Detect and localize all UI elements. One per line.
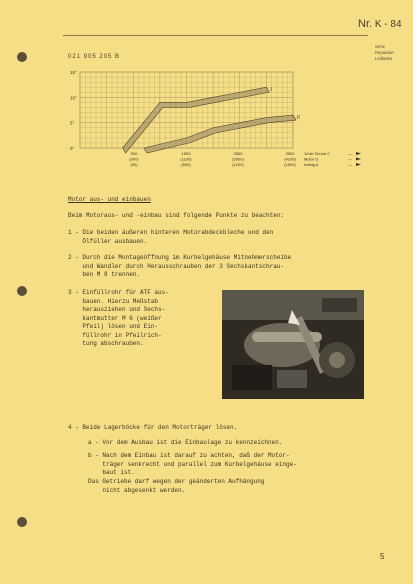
row-marker: — bbox=[348, 156, 352, 162]
x-tick-label: (50) bbox=[130, 162, 138, 167]
header-rule bbox=[63, 35, 368, 36]
x-tick-label: (500) bbox=[181, 162, 191, 167]
chart-grid bbox=[80, 72, 293, 148]
curve-label: II bbox=[297, 115, 300, 122]
siehe-line: Leitfaden bbox=[375, 56, 393, 62]
arrow-icon bbox=[356, 152, 361, 155]
x-tick-label: (4100) bbox=[284, 156, 296, 162]
x-tick-label: 2500 bbox=[233, 151, 243, 156]
engine-photo bbox=[222, 290, 364, 399]
x-tick-label: (900) bbox=[129, 156, 139, 162]
step-4b: b - Nach dem Einbau ist darauf zu achten, daß der Motor- träger senkrecht und parallel zum Kurbelgehäuse einge- baut ist. bbox=[88, 452, 297, 476]
row-label: mahig A bbox=[304, 162, 319, 167]
punch-hole bbox=[17, 286, 27, 296]
section-heading: Motor aus- und einbauen bbox=[68, 196, 151, 203]
step-4a: a - Vor dem Ausbau ist die Einbaulage zu kennzeichnen. bbox=[88, 439, 283, 446]
step-1: 1 - Die beiden äußeren hinteren Motorabdeckbleche und den Ölfüller ausbauen. bbox=[68, 229, 274, 245]
x-tick-label: (1200) bbox=[232, 162, 244, 167]
y-tick-label: 15° bbox=[70, 70, 77, 75]
chart-labels bbox=[70, 70, 361, 167]
row-marker: — bbox=[348, 151, 352, 156]
x-tick-label: 1500 bbox=[181, 151, 191, 156]
row-label: 1/min Schub C bbox=[304, 151, 331, 156]
arrow-icon bbox=[356, 158, 361, 161]
document-number bbox=[358, 18, 402, 30]
punch-hole bbox=[17, 52, 27, 62]
siehe-note bbox=[375, 44, 395, 63]
x-tick-label: (1100) bbox=[180, 156, 192, 162]
nr-value: K - 84 bbox=[374, 19, 402, 30]
timing-chart bbox=[52, 66, 372, 178]
y-tick-label: 10° bbox=[70, 95, 77, 101]
engine-photo-icon bbox=[222, 290, 364, 399]
x-tick-label: 3500 bbox=[285, 151, 295, 156]
punch-hole bbox=[17, 517, 27, 527]
row-label: Motor D bbox=[304, 156, 319, 162]
curve-band-I bbox=[123, 87, 270, 153]
step-4c: Das Getriebe darf wegen der geänderten Aufhängung nicht abgesenkt werden. bbox=[88, 478, 265, 494]
siehe-line: Reparatur- bbox=[375, 50, 396, 56]
intro-text: Beim Motoraus- und -einbau sind folgende Punkte zu beachten: bbox=[68, 212, 285, 219]
chart-curves bbox=[123, 87, 296, 153]
step-2: 2 - Durch die Montageöffnung im Kurbelgehäuse Mitnehmerscheibe und Wandler durch Herausschrauben der 3 Sechskantschrau- ben M 8 trennen. bbox=[68, 254, 292, 278]
y-tick-label: 5° bbox=[70, 120, 75, 126]
row-marker: — bbox=[348, 162, 352, 167]
y-tick-label: 0° bbox=[70, 146, 75, 151]
page-number: 5 bbox=[380, 552, 385, 561]
x-tick-label: (3500) bbox=[232, 156, 244, 162]
siehe-line: siehe bbox=[375, 44, 386, 49]
x-tick-label: (1500) bbox=[284, 162, 296, 167]
x-tick-label: 500 bbox=[130, 151, 138, 156]
step-4: 4 - Beide Lagerböcke für den Motorträger lösen. bbox=[68, 424, 238, 431]
part-number: 021 905 205 B bbox=[68, 54, 121, 60]
nr-label: Nr. bbox=[358, 18, 373, 30]
curve-band-II bbox=[144, 115, 296, 153]
arrow-icon bbox=[356, 163, 361, 166]
step-3: 3 - Einfüllrohr für ATF aus- bauen. Hierzu Meßstab herausziehen und Sechs- kantmutter M 6 (weißer Pfeil) lösen und Ein- füllrohr in Pfeilrich- tung abschrauben. bbox=[68, 289, 169, 347]
curve-label: I bbox=[270, 87, 272, 94]
